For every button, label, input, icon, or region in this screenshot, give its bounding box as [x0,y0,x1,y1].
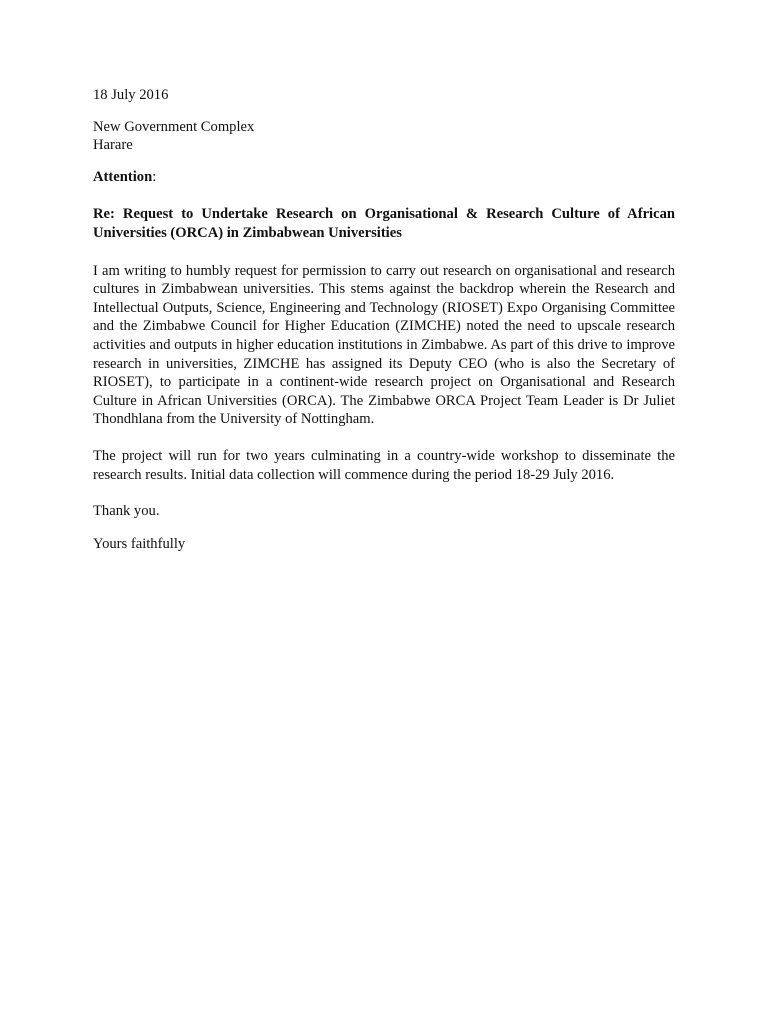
letter-date: 18 July 2016 [93,87,169,103]
body-paragraph-2: The project will run for two years culminating in a country-wide workshop to disseminate the research results. Initial data collection will commence during the period 18-29 July 2016. [93,447,675,483]
attention-label: Attention [93,168,153,185]
attention-line [93,168,675,187]
thanks-line: Thank you. [93,503,160,520]
address-line-2: Harare [93,137,133,154]
attention-suffix: : [152,168,157,185]
subject-line: Re: Request to Undertake Research on Organisational & Research Culture of African Universities (ORCA) in Zimbabwean Universities [93,206,675,241]
closing-line: Yours faithfully [93,535,186,552]
recipient-address [93,118,675,155]
letter-page [93,86,675,553]
body-paragraph-1: I am writing to humbly request for permission to carry out research on organisational and research cultures in Zimbabwean universities. This stems against the backdrop wherein the Research and Intellectual Outputs, Science, Engineering and Technology (RIOSET) Expo Organising Committee and the Zimbabwe Council for Higher Education (ZIMCHE) noted the need to upscale research activities and outputs in higher education institutions in Zimbabwe. As part of this drive to improve research in universities, ZIMCHE has assigned its Deputy CEO (who is also the Secretary of RIOSET), to participate in a continent-wide research project on Organisational and Research Culture in African Universities (ORCA). The Zimbabwe ORCA Project Team Leader is Dr Juliet Thondhlana from the University of Nottingham. [93,262,675,428]
address-line-1: New Government Complex [93,118,255,135]
